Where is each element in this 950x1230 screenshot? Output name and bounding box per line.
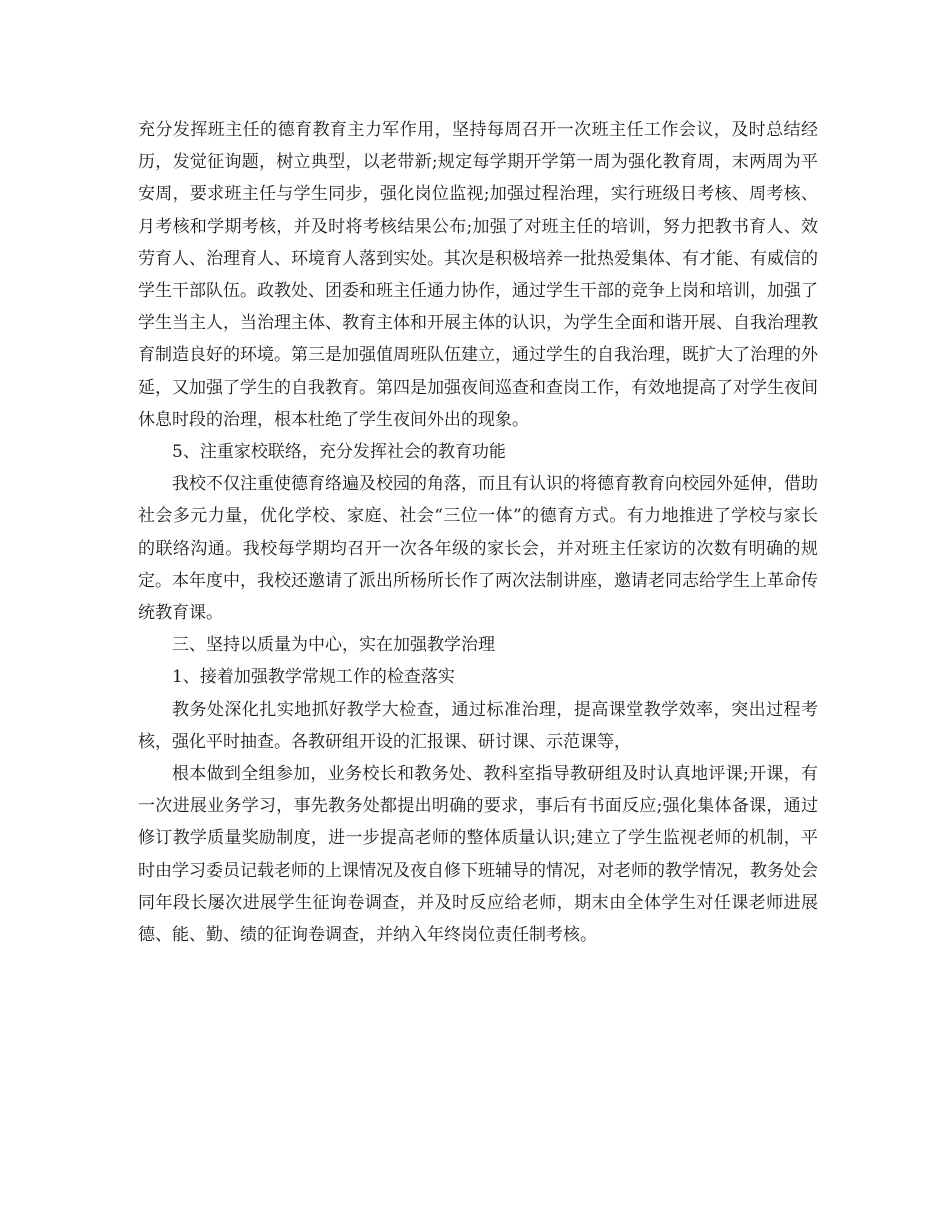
paragraph-home-school-contact: 我校不仅注重使德育络遍及校园的角落，而且有认识的将德育教育向校园外延伸，借助社会多元力量，优化学校、家庭、社会“三位一体”的德育方式。有力地推进了学校与家长的联络沟通。我校每学期均召开一次各年级的家长会，并对班主任家访的次数有明确的规定。本年度中，我校还邀请了派出所杨所长作了两次法制讲座，邀请老同志给学生上革命传统教育课。 (138, 474, 818, 624)
heading-home-school-contact: 5、注重家校联络，充分发挥社会的教育功能 (172, 442, 506, 463)
paragraph-teaching-inspection: 教务处深化扎实地抓好教学大检查，通过标准治理，提高课堂教学效率，突出过程考核，强化平时抽查。各教研组开设的汇报课、研讨课、示范课等， (138, 699, 818, 752)
paragraph-class-teacher-work: 充分发挥班主任的德育教育主力军作用，坚持每周召开一次班主任工作会议，及时总结经历，发觉征询题，树立典型，以老带新;规定每学期开学第一周为强化教育周，末两周为平安周，要求班主任与学生同步，强化岗位监视;加强过程治理，实行班级日考核、周考核、月考核和学期考核，并及时将考核结果公布;加强了对班主任的培训，努力把教书育人、效劳育人、治理育人、环境育人落到实处。其次是积极培养一批热爱集体、有才能、有威信的学生干部队伍。政教处、团委和班主任通力协作，通过学生干部的竞争上岗和培训，加强了学生当主人，当治理主体、教育主体和开展主体的认识，为学生全面和谐开展、自我治理教育制造良好的环境。第三是加强值周班队伍建立，通过学生的自我治理，既扩大了治理的外延，又加强了学生的自我教育。第四是加强夜间巡查和查岗工作，有效地提高了对学生夜间休息时段的治理，根本杜绝了学生夜间外出的现象。 (138, 120, 818, 430)
heading-teaching-management: 三、坚持以质量为中心，实在加强教学治理 (172, 635, 495, 656)
document-body (138, 114, 818, 951)
heading-teaching-routine-check: 1、接着加强教学常规工作的检查落实 (172, 667, 455, 688)
paragraph-teaching-evaluation: 根本做到全组参加，业务校长和教务处、教科室指导教研组及时认真地评课;开课，有一次进展业务学习，事先教务处都提出明确的要求，事后有书面反应;强化集体备课，通过修订教学质量奖励制度，进一步提高老师的整体质量认识;建立了学生监视老师的机制，平时由学习委员记载老师的上课情况及夜自修下班辅导的情况，对老师的教学情况，教务处会同年段长屡次进展学生征询卷调查，并及时反应给老师，期末由全体学生对任课老师进展德、能、勤、绩的征询卷调查，并纳入年终岗位责任制考核。 (138, 764, 818, 946)
